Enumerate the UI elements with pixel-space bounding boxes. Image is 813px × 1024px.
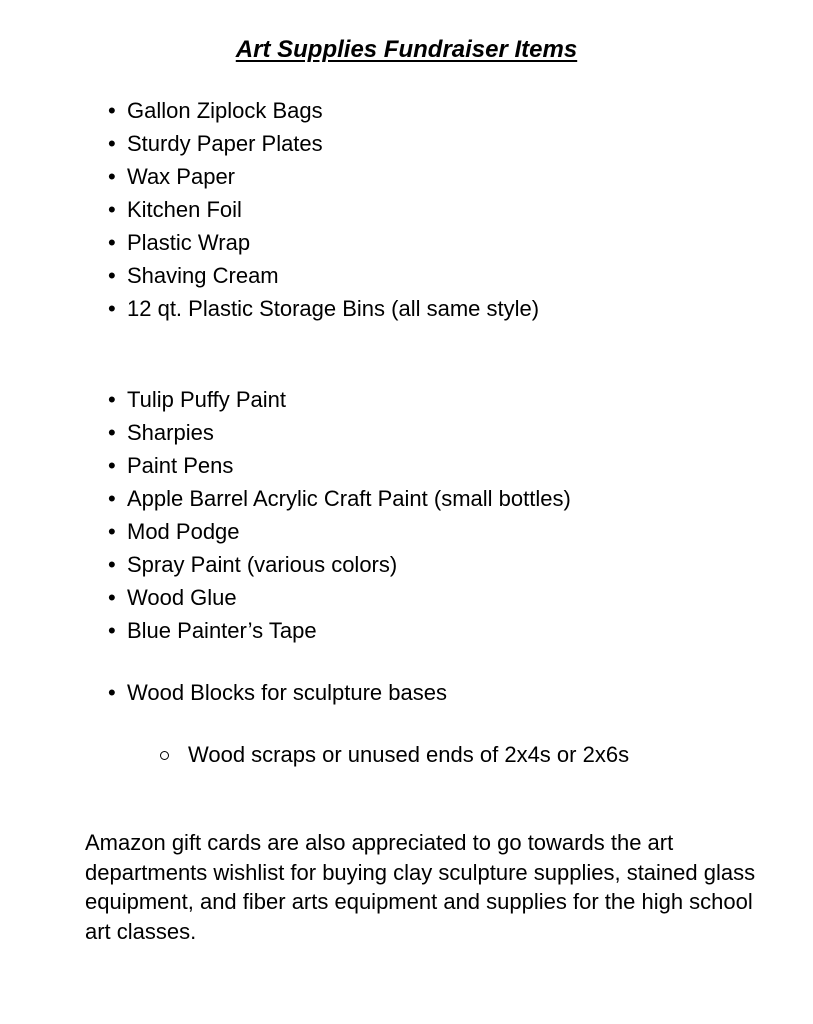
list-item-label: Kitchen Foil	[127, 197, 242, 222]
list-item-label: Shaving Cream	[127, 263, 279, 288]
household-supplies-list	[108, 94, 539, 325]
list-item	[108, 292, 539, 325]
bullet-icon: •	[108, 164, 116, 189]
bullet-icon: •	[108, 420, 116, 445]
list-item-label: Tulip Puffy Paint	[127, 387, 286, 412]
bullet-icon: •	[108, 387, 116, 412]
bullet-icon: •	[108, 230, 116, 255]
page-title: Art Supplies Fundraiser Items	[235, 36, 578, 63]
list-item	[108, 94, 539, 127]
list-item	[108, 160, 539, 193]
list-item-label: Mod Podge	[127, 519, 240, 544]
list-item	[108, 416, 571, 449]
list-item	[108, 581, 571, 614]
bullet-icon: •	[108, 453, 116, 478]
list-item	[108, 383, 571, 416]
list-item-label: 12 qt. Plastic Storage Bins (all same style)	[127, 296, 540, 321]
bullet-icon: •	[108, 680, 116, 705]
list-item	[108, 259, 539, 292]
list-item-label: Spray Paint (various colors)	[127, 552, 398, 577]
list-item-label: Wood Blocks for sculpture bases	[127, 680, 447, 705]
paint-supplies-list	[108, 383, 571, 647]
list-item	[108, 614, 571, 647]
list-item-label: Paint Pens	[127, 453, 234, 478]
list-item	[108, 482, 571, 515]
wood-sub-list	[160, 738, 629, 771]
list-item-label: Sharpies	[127, 420, 214, 445]
bullet-icon: •	[108, 585, 116, 610]
bullet-icon: •	[108, 552, 116, 577]
bullet-icon: •	[108, 197, 116, 222]
list-item	[108, 515, 571, 548]
list-item-label: Wax Paper	[127, 164, 236, 189]
wood-supplies-list	[108, 676, 447, 709]
list-item-label: Plastic Wrap	[127, 230, 251, 255]
list-item-label: Gallon Ziplock Bags	[127, 98, 323, 123]
bullet-icon: •	[108, 519, 116, 544]
list-item	[108, 548, 571, 581]
list-item	[108, 127, 539, 160]
bullet-icon: •	[108, 131, 116, 156]
list-item	[108, 676, 447, 709]
bullet-icon: •	[108, 296, 116, 321]
sub-list-item-label: Wood scraps or unused ends of 2x4s or 2x6s	[188, 742, 630, 767]
list-item	[108, 193, 539, 226]
bullet-icon: •	[108, 486, 116, 511]
list-item-label: Wood Glue	[127, 585, 237, 610]
gift-card-note: Amazon gift cards are also appreciated to go towards the art departments wishlist for buying clay sculpture supplies, stained glass equipment, and fiber arts equipment and supplies for the high school art classes.	[85, 830, 756, 944]
list-item-label: Blue Painter’s Tape	[127, 618, 317, 643]
list-item-label: Apple Barrel Acrylic Craft Paint (small bottles)	[127, 486, 571, 511]
bullet-icon: •	[108, 98, 116, 123]
sub-list-item	[160, 738, 629, 771]
list-item	[108, 226, 539, 259]
bullet-icon: •	[108, 618, 116, 643]
bullet-icon: •	[108, 263, 116, 288]
list-item-label: Sturdy Paper Plates	[127, 131, 323, 156]
list-item	[108, 449, 571, 482]
hollow-circle-bullet-icon	[160, 751, 169, 760]
